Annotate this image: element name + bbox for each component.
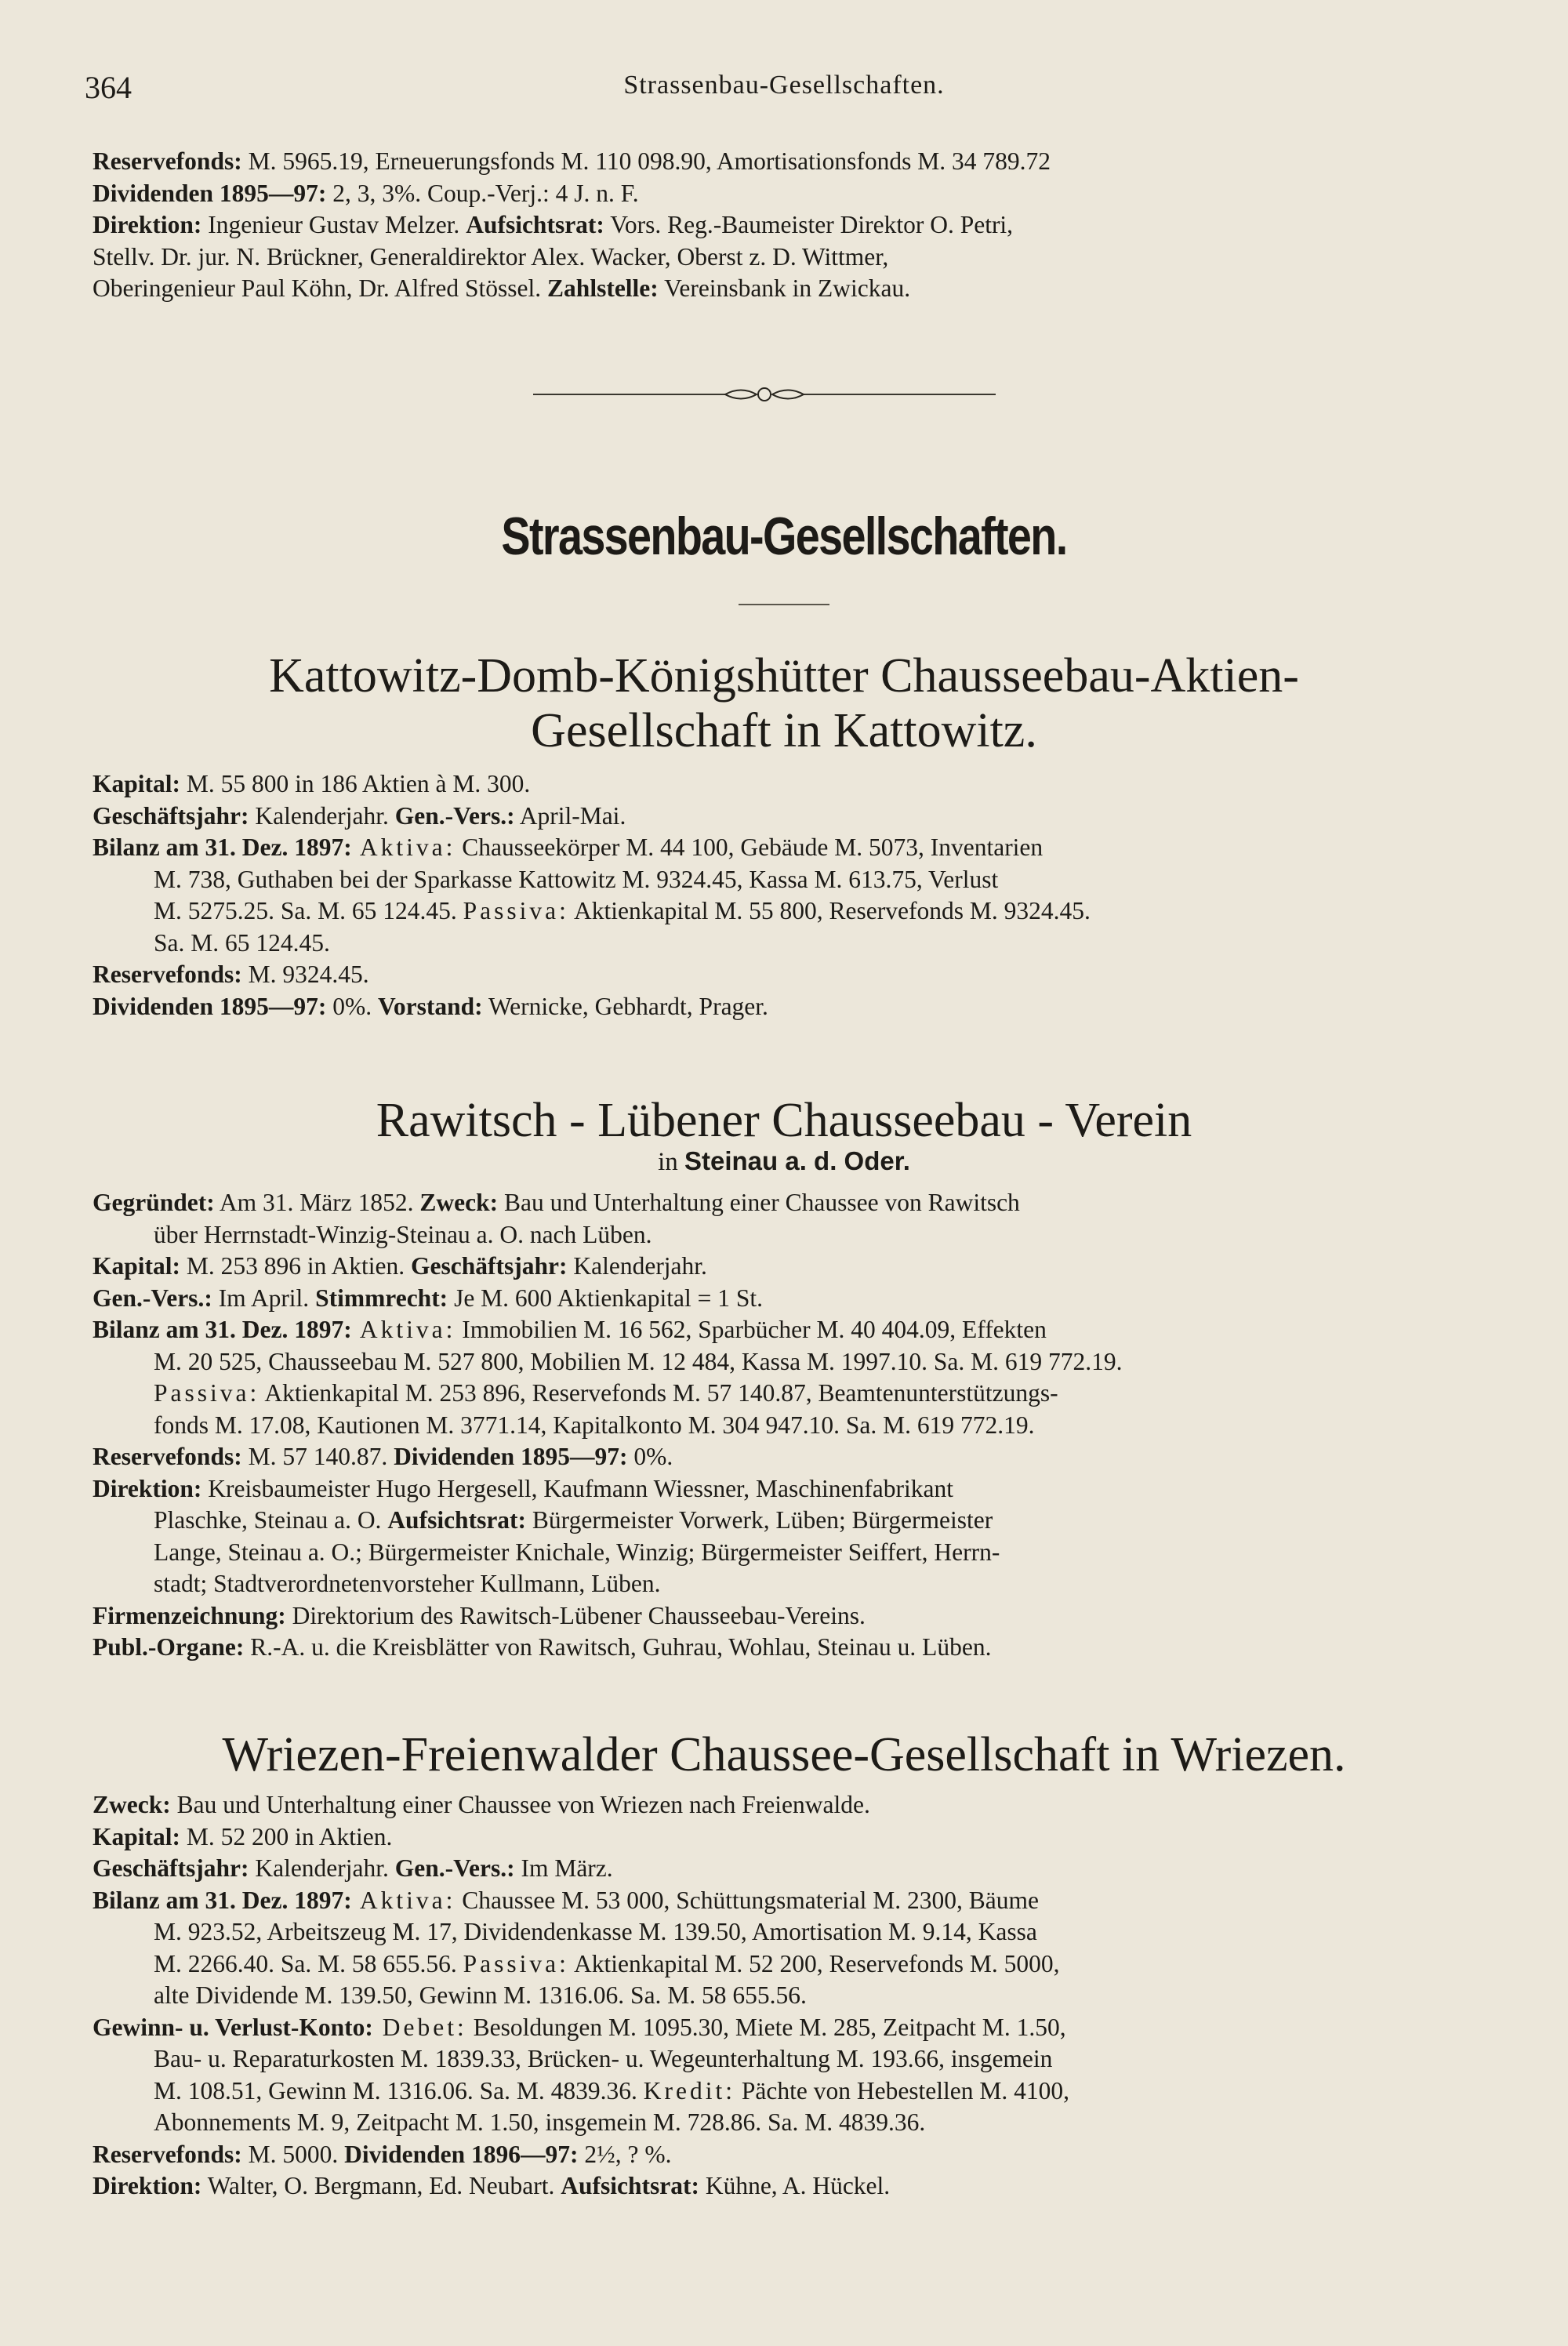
text-line: Abonnements M. 9, Zeitpacht M. 1.50, insgemein M. 728.86. Sa. M. 4839.36.	[154, 2108, 926, 2136]
company-subtitle: in Steinau a. d. Oder.	[658, 1146, 910, 1176]
running-head: Strassenbau-Gesellschaften.	[623, 71, 945, 100]
text-line: M. 738, Guthaben bei der Sparkasse Kattowitz M. 9324.45, Kassa M. 613.75, Verlust	[154, 865, 999, 893]
text-line: Lange, Steinau a. O.; Bürgermeister Knichale, Winzig; Bürgermeister Seiffert, Herrn-	[154, 1538, 1000, 1566]
text-line: Plaschke, Steinau a. O. Aufsichtsrat: Bürgermeister Vorwerk, Lüben; Bürgermeister	[154, 1506, 993, 1534]
text-line: M. 5275.25. Sa. M. 65 124.45. Passiva: Aktienkapital M. 55 800, Reservefonds M. 9324.45.	[154, 897, 1091, 924]
text-line: Direktion: Ingenieur Gustav Melzer. Aufsichtsrat: Vors. Reg.-Baumeister Direktor O. Petri,	[93, 211, 1014, 238]
text-line: Dividenden 1895—97: 2, 3, 3%. Coup.-Verj.: 4 J. n. F.	[93, 179, 639, 207]
text-line: alte Dividende M. 139.50, Gewinn M. 1316.06. Sa. M. 58 655.56.	[154, 1981, 807, 2009]
text-line: stadt; Stadtverordnetenvorsteher Kullmann, Lüben.	[154, 1570, 661, 1597]
text-line: Direktion: Walter, O. Bergmann, Ed. Neubart. Aufsichtsrat: Kühne, A. Hückel.	[93, 2172, 891, 2199]
ornament-divider	[533, 381, 996, 408]
text-line: Reservefonds: M. 5000. Dividenden 1896—97: 2½, ? %.	[93, 2140, 672, 2168]
text-line: Stellv. Dr. jur. N. Brückner, Generaldirektor Alex. Wacker, Oberst z. D. Wittmer,	[93, 242, 889, 271]
entry-rawitsch	[93, 1187, 1461, 1664]
text-line: Kapital: M. 52 200 in Aktien.	[93, 1822, 393, 1850]
page-number: 364	[85, 70, 132, 105]
text-line: Geschäftsjahr: Kalenderjahr. Gen.-Vers.: Im März.	[93, 1854, 613, 1882]
text-line: Geschäftsjahr: Kalenderjahr. Gen.-Vers.: April-Mai.	[93, 801, 626, 830]
company-title-wriezen: Wriezen-Freienwalder Chaussee-Gesellschaft in Wriezen.	[222, 1728, 1346, 1781]
text-line: Dividenden 1895—97: 0%. Vorstand: Wernicke, Gebhardt, Prager.	[93, 992, 768, 1020]
text-line: Passiva: Aktienkapital M. 253 896, Reservefonds M. 57 140.87, Beamtenunterstützungs-	[154, 1379, 1058, 1407]
section-title: Strassenbau-Gesellschaften.	[501, 507, 1067, 566]
text-line: Oberingenieur Paul Köhn, Dr. Alfred Stössel. Zahlstelle: Vereinsbank in Zwickau.	[93, 274, 911, 302]
text-line: M. 20 525, Chausseebau M. 527 800, Mobilien M. 12 484, Kassa M. 1997.10. Sa. M. 619 772.19.	[154, 1347, 1123, 1375]
text-line: fonds M. 17.08, Kautionen M. 3771.14, Kapitalkonto M. 304 947.10. Sa. M. 619 772.19.	[154, 1411, 1035, 1439]
text-line: Gegründet: Am 31. März 1852. Zweck: Bau und Unterhaltung einer Chaussee von Rawitsch	[93, 1189, 1020, 1216]
text-line: M. 923.52, Arbeitszeug M. 17, Dividendenkasse M. 139.50, Amortisation M. 9.14, Kassa	[154, 1918, 1037, 1945]
text-line: Direktion: Kreisbaumeister Hugo Hergesell, Kaufmann Wiessner, Maschinenfabrikant	[93, 1474, 953, 1502]
text-line: M. 2266.40. Sa. M. 58 655.56. Passiva: Aktienkapital M. 52 200, Reservefonds M. 5000,	[154, 1949, 1060, 1977]
text-line: Gen.-Vers.: Im April. Stimmrecht: Je M. 600 Aktienkapital = 1 St.	[93, 1284, 764, 1312]
text-line: Reservefonds: M. 57 140.87. Dividenden 1895—97: 0%.	[93, 1443, 673, 1470]
company-title-line: Gesellschaft in Kattowitz.	[531, 704, 1037, 757]
text-line: Zweck: Bau und Unterhaltung einer Chaussee von Wriezen nach Freienwalde.	[93, 1791, 870, 1818]
text-line: Gewinn- u. Verlust-Konto: Debet: Besoldungen M. 1095.30, Miete M. 285, Zeitpacht M. 1.50,	[93, 2013, 1066, 2041]
text-line: über Herrnstadt-Winzig-Steinau a. O. nach Lüben.	[154, 1220, 652, 1248]
text-line: Reservefonds: M. 5965.19, Erneuerungsfonds M. 110 098.90, Amortisationsfonds M. 34 789.72	[93, 147, 1051, 175]
text-line: Publ.-Organe: R.-A. u. die Kreisblätter von Rawitsch, Guhrau, Wohlau, Steinau u. Lüben.	[93, 1633, 992, 1661]
text-line: Sa. M. 65 124.45.	[154, 928, 330, 957]
company-title-kattowitz	[0, 648, 1568, 758]
text-line: Bilanz am 31. Dez. 1897: Aktiva: Chaussee M. 53 000, Schüttungsmaterial M. 2300, Bäume	[93, 1886, 1040, 1914]
text-line: Kapital: M. 55 800 in 186 Aktien à M. 300.	[93, 770, 531, 797]
text-line: Bilanz am 31. Dez. 1897: Aktiva: Chausseekörper M. 44 100, Gebäude M. 5073, Inventarien	[93, 833, 1044, 861]
text-line: Bilanz am 31. Dez. 1897: Aktiva: Immobilien M. 16 562, Sparbücher M. 40 404.09, Effekten	[93, 1316, 1047, 1343]
entry-kattowitz	[93, 768, 1461, 1022]
previous-entry	[93, 146, 1461, 305]
entry-wriezen	[93, 1789, 1461, 2203]
text-line: Reservefonds: M. 9324.45.	[93, 961, 369, 988]
text-line: Kapital: M. 253 896 in Aktien. Geschäftsjahr: Kalenderjahr.	[93, 1252, 707, 1280]
text-line: M. 108.51, Gewinn M. 1316.06. Sa. M. 4839.36. Kredit: Pächte von Hebestellen M. 4100,	[154, 2076, 1070, 2104]
page-header	[0, 69, 1568, 108]
text-line: Firmenzeichnung: Direktorium des Rawitsch-Lübener Chausseebau-Vereins.	[93, 1601, 866, 1629]
company-title-line: Kattowitz-Domb-Königshütter Chausseebau-Aktien-	[269, 649, 1299, 703]
company-title-rawitsch: Rawitsch - Lübener Chausseebau - Verein	[376, 1094, 1192, 1147]
divider	[739, 604, 829, 605]
text-line: Bau- u. Reparaturkosten M. 1839.33, Brücken- u. Wegeunterhaltung M. 193.66, insgemein	[154, 2045, 1053, 2072]
